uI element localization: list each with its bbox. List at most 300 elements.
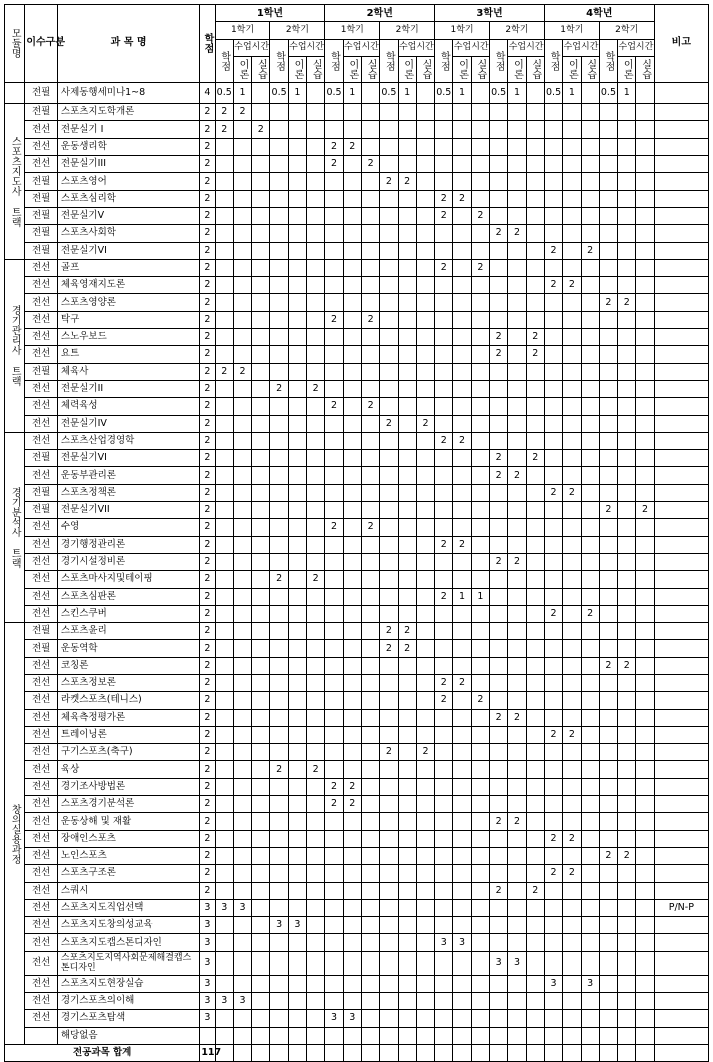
hours-cell (398, 951, 416, 975)
hours-cell (215, 259, 233, 276)
hours-cell (618, 993, 636, 1010)
hours-cell (233, 796, 251, 813)
credit-cell: 2 (200, 692, 215, 709)
hours-cell (398, 121, 416, 138)
hours-cell (252, 1027, 270, 1044)
hours-cell (288, 294, 306, 311)
remarks-cell (654, 82, 708, 103)
hours-cell (581, 363, 599, 380)
hours-cell (307, 951, 325, 975)
credit-cell: 4 (200, 82, 215, 103)
hours-cell (471, 674, 489, 691)
hours-cell (490, 796, 508, 813)
hours-cell (563, 674, 581, 691)
hours-cell (636, 882, 654, 899)
hours-cell (361, 993, 379, 1010)
hours-cell (471, 623, 489, 640)
hours-cell: 2 (490, 709, 508, 726)
hours-cell (325, 934, 343, 951)
hours-cell (215, 450, 233, 467)
hours-cell (215, 346, 233, 363)
credit-cell: 3 (200, 917, 215, 934)
hours-cell (581, 865, 599, 882)
hours-cell (343, 156, 361, 173)
hours-cell (233, 934, 251, 951)
hours-cell (325, 207, 343, 224)
hours-cell (288, 311, 306, 328)
hours-cell (599, 536, 617, 553)
hours-cell (618, 519, 636, 536)
hours-cell (618, 934, 636, 951)
hours-cell (563, 692, 581, 709)
credit-cell: 2 (200, 709, 215, 726)
hours-cell (435, 398, 453, 415)
hours-cell: 2 (361, 311, 379, 328)
hours-cell (233, 726, 251, 743)
hours-cell: 2 (490, 882, 508, 899)
hours-cell (325, 553, 343, 570)
hours-cell (581, 588, 599, 605)
hours-cell (380, 311, 398, 328)
hours-cell (544, 502, 562, 519)
hours-cell (508, 380, 526, 397)
hours-cell (343, 380, 361, 397)
hours-cell (544, 951, 562, 975)
table-row (5, 1010, 709, 1027)
hours-cell (618, 1010, 636, 1027)
hours-cell (544, 450, 562, 467)
table-row (5, 502, 709, 519)
hours-cell (252, 796, 270, 813)
hours-cell (544, 1010, 562, 1027)
remarks-cell (654, 571, 708, 588)
hours-cell (215, 1027, 233, 1044)
remarks-cell (654, 156, 708, 173)
hours-cell: 2 (544, 484, 562, 501)
hours-cell (453, 813, 471, 830)
hours-cell (490, 744, 508, 761)
hours-cell (307, 173, 325, 190)
remarks-cell (654, 190, 708, 207)
header-sub-credit: 학점 (435, 39, 453, 82)
hours-cell (599, 311, 617, 328)
hours-cell (343, 657, 361, 674)
hours-cell (380, 847, 398, 864)
hours-cell (233, 571, 251, 588)
hours-cell (471, 761, 489, 778)
category-cell: 전필 (25, 363, 58, 380)
hours-cell: 2 (490, 450, 508, 467)
hours-cell (563, 934, 581, 951)
hours-cell (544, 778, 562, 795)
remarks-cell (654, 104, 708, 121)
hours-cell (508, 207, 526, 224)
hours-cell (307, 899, 325, 916)
group-label: 경기관리사 트랙 (5, 259, 25, 432)
hours-cell (343, 207, 361, 224)
hours-cell (361, 277, 379, 294)
hours-cell (215, 744, 233, 761)
hours-cell (599, 156, 617, 173)
hours-cell (270, 744, 288, 761)
credit-cell: 2 (200, 277, 215, 294)
hours-cell (508, 640, 526, 657)
header-hours: 수업시간 (618, 39, 655, 56)
header-hours: 수업시간 (233, 39, 270, 56)
hours-cell (563, 813, 581, 830)
total-empty (435, 1044, 453, 1061)
hours-cell (563, 778, 581, 795)
hours-cell: 0.5 (490, 82, 508, 103)
hours-cell (270, 277, 288, 294)
hours-cell (380, 761, 398, 778)
hours-cell (636, 329, 654, 346)
hours-cell (508, 502, 526, 519)
hours-cell (581, 623, 599, 640)
subject-cell: 스포츠심판론 (57, 588, 199, 605)
subject-cell: 경기스포츠탐색 (57, 1010, 199, 1027)
category-cell: 전선 (25, 138, 58, 155)
hours-cell (361, 778, 379, 795)
remarks-cell (654, 519, 708, 536)
hours-cell (435, 709, 453, 726)
hours-cell (526, 674, 544, 691)
remarks-cell (654, 450, 708, 467)
hours-cell (563, 951, 581, 975)
hours-cell (581, 726, 599, 743)
hours-cell (435, 830, 453, 847)
hours-cell (343, 571, 361, 588)
hours-cell (252, 899, 270, 916)
hours-cell (618, 363, 636, 380)
hours-cell (471, 294, 489, 311)
hours-cell (380, 865, 398, 882)
hours-cell (508, 571, 526, 588)
header-year: 1학년 (215, 5, 325, 22)
hours-cell (252, 640, 270, 657)
table-row (5, 605, 709, 622)
hours-cell (307, 813, 325, 830)
hours-cell: 1 (471, 588, 489, 605)
hours-cell (636, 975, 654, 992)
hours-cell (215, 432, 233, 449)
hours-cell (581, 640, 599, 657)
hours-cell (563, 415, 581, 432)
hours-cell (563, 450, 581, 467)
table-body (5, 82, 709, 1061)
hours-cell (325, 975, 343, 992)
credit-cell: 3 (200, 951, 215, 975)
remarks-cell (654, 778, 708, 795)
hours-cell (453, 450, 471, 467)
subject-cell: 스포츠사회학 (57, 225, 199, 242)
hours-cell (288, 588, 306, 605)
hours-cell (636, 450, 654, 467)
hours-cell: 2 (435, 692, 453, 709)
hours-cell (618, 571, 636, 588)
hours-cell (508, 657, 526, 674)
subject-cell: 트레이닝론 (57, 726, 199, 743)
hours-cell (636, 225, 654, 242)
hours-cell (233, 865, 251, 882)
hours-cell (490, 674, 508, 691)
header-sub-practice: 실습 (581, 56, 599, 82)
hours-cell (416, 380, 434, 397)
hours-cell (398, 830, 416, 847)
credit-cell: 2 (200, 882, 215, 899)
hours-cell (416, 847, 434, 864)
hours-cell: 2 (380, 744, 398, 761)
hours-cell: 2 (325, 796, 343, 813)
hours-cell (325, 993, 343, 1010)
hours-cell (544, 519, 562, 536)
hours-cell (618, 830, 636, 847)
subject-cell: 전문실기 I (57, 121, 199, 138)
hours-cell (215, 761, 233, 778)
hours-cell (398, 726, 416, 743)
category-cell: 전선 (25, 975, 58, 992)
hours-cell: 2 (435, 190, 453, 207)
table-row (5, 311, 709, 328)
hours-cell (599, 830, 617, 847)
hours-cell (343, 674, 361, 691)
hours-cell (380, 951, 398, 975)
hours-cell (361, 138, 379, 155)
hours-cell: 2 (416, 415, 434, 432)
hours-cell (361, 225, 379, 242)
table-row (5, 674, 709, 691)
hours-cell (416, 519, 434, 536)
hours-cell (233, 674, 251, 691)
hours-cell (325, 640, 343, 657)
hours-cell (380, 190, 398, 207)
hours-cell (307, 934, 325, 951)
hours-cell (453, 121, 471, 138)
credit-cell: 2 (200, 104, 215, 121)
hours-cell (636, 432, 654, 449)
hours-cell (288, 1010, 306, 1027)
hours-cell (618, 277, 636, 294)
hours-cell (508, 934, 526, 951)
hours-cell (490, 761, 508, 778)
hours-cell: 2 (526, 882, 544, 899)
hours-cell (636, 709, 654, 726)
hours-cell (343, 484, 361, 501)
hours-cell (270, 363, 288, 380)
hours-cell (380, 975, 398, 992)
hours-cell (526, 519, 544, 536)
hours-cell (343, 346, 361, 363)
hours-cell (252, 623, 270, 640)
hours-cell (361, 415, 379, 432)
hours-cell (599, 363, 617, 380)
hours-cell (526, 1010, 544, 1027)
hours-cell (270, 502, 288, 519)
hours-cell (471, 121, 489, 138)
hours-cell (398, 1010, 416, 1027)
hours-cell (288, 242, 306, 259)
hours-cell (233, 709, 251, 726)
credit-cell: 2 (200, 519, 215, 536)
hours-cell (618, 975, 636, 992)
hours-cell: 2 (416, 744, 434, 761)
hours-cell (252, 657, 270, 674)
hours-cell (581, 951, 599, 975)
hours-cell (490, 363, 508, 380)
group-label: 경기분석사 트랙 (5, 432, 25, 622)
hours-cell (581, 1010, 599, 1027)
table-row (5, 519, 709, 536)
hours-cell (288, 467, 306, 484)
hours-cell (325, 294, 343, 311)
hours-cell (233, 519, 251, 536)
hours-cell (325, 917, 343, 934)
hours-cell (508, 363, 526, 380)
hours-cell (215, 553, 233, 570)
hours-cell (288, 934, 306, 951)
hours-cell: 1 (398, 82, 416, 103)
hours-cell (599, 121, 617, 138)
hours-cell: 2 (361, 156, 379, 173)
hours-cell (581, 761, 599, 778)
hours-cell (270, 173, 288, 190)
hours-cell (416, 156, 434, 173)
hours-cell (435, 329, 453, 346)
remarks-cell (654, 882, 708, 899)
hours-cell (618, 778, 636, 795)
hours-cell: 2 (380, 415, 398, 432)
hours-cell (636, 796, 654, 813)
hours-cell (416, 311, 434, 328)
hours-cell (361, 588, 379, 605)
hours-cell (581, 692, 599, 709)
subject-cell: 체육측정평가론 (57, 709, 199, 726)
header-hours: 수업시간 (343, 39, 380, 56)
header-semester: 2학기 (380, 22, 435, 39)
hours-cell (636, 190, 654, 207)
hours-cell (325, 709, 343, 726)
hours-cell (398, 380, 416, 397)
hours-cell (581, 830, 599, 847)
hours-cell (581, 225, 599, 242)
hours-cell (581, 294, 599, 311)
header-remarks: 비고 (654, 5, 708, 83)
category-cell: 전선 (25, 277, 58, 294)
hours-cell (636, 277, 654, 294)
hours-cell (215, 415, 233, 432)
hours-cell: 2 (471, 207, 489, 224)
hours-cell (325, 104, 343, 121)
hours-cell: 2 (380, 623, 398, 640)
total-empty (508, 1044, 526, 1061)
hours-cell (435, 657, 453, 674)
hours-cell (508, 277, 526, 294)
hours-cell: 2 (490, 225, 508, 242)
hours-cell (435, 156, 453, 173)
hours-cell (270, 623, 288, 640)
hours-cell: 2 (508, 553, 526, 570)
hours-cell: 2 (398, 623, 416, 640)
hours-cell: 2 (398, 640, 416, 657)
hours-cell (618, 899, 636, 916)
hours-cell (599, 813, 617, 830)
table-row (5, 709, 709, 726)
category-cell: 전선 (25, 329, 58, 346)
subject-cell: 사제동행세미나1~8 (57, 82, 199, 103)
hours-cell (636, 519, 654, 536)
header-sub-theory: 이론 (343, 56, 361, 82)
hours-cell (544, 553, 562, 570)
hours-cell (453, 640, 471, 657)
hours-cell (563, 1027, 581, 1044)
hours-cell (581, 657, 599, 674)
hours-cell: 2 (599, 657, 617, 674)
hours-cell: 2 (526, 329, 544, 346)
hours-cell: 2 (380, 173, 398, 190)
hours-cell (581, 778, 599, 795)
credit-cell: 3 (200, 934, 215, 951)
hours-cell (490, 398, 508, 415)
remarks-cell (654, 398, 708, 415)
hours-cell (581, 138, 599, 155)
hours-cell (361, 934, 379, 951)
hours-cell (361, 294, 379, 311)
remarks-cell (654, 1010, 708, 1027)
hours-cell (307, 882, 325, 899)
hours-cell (563, 380, 581, 397)
hours-cell (490, 571, 508, 588)
hours-cell (361, 190, 379, 207)
hours-cell (252, 553, 270, 570)
hours-cell: 2 (490, 329, 508, 346)
hours-cell (307, 553, 325, 570)
table-row (5, 121, 709, 138)
hours-cell (599, 259, 617, 276)
category-cell: 전선 (25, 674, 58, 691)
hours-cell (398, 692, 416, 709)
hours-cell (215, 796, 233, 813)
hours-cell (252, 536, 270, 553)
total-empty (490, 1044, 508, 1061)
hours-cell (636, 951, 654, 975)
hours-cell (636, 121, 654, 138)
category-cell: 전선 (25, 311, 58, 328)
remarks-cell (654, 692, 708, 709)
category-cell: 전선 (25, 847, 58, 864)
hours-cell (233, 847, 251, 864)
hours-cell (544, 934, 562, 951)
hours-cell (490, 993, 508, 1010)
hours-cell (544, 380, 562, 397)
hours-cell (526, 242, 544, 259)
hours-cell (270, 536, 288, 553)
table-row (5, 138, 709, 155)
hours-cell: 2 (343, 138, 361, 155)
hours-cell (233, 657, 251, 674)
hours-cell (398, 934, 416, 951)
hours-cell: 2 (599, 502, 617, 519)
hours-cell (361, 173, 379, 190)
total-empty (361, 1044, 379, 1061)
hours-cell (343, 415, 361, 432)
hours-cell (288, 1027, 306, 1044)
hours-cell (252, 1010, 270, 1027)
subject-cell: 노인스포츠 (57, 847, 199, 864)
hours-cell: 2 (343, 796, 361, 813)
hours-cell (453, 975, 471, 992)
hours-cell (380, 519, 398, 536)
hours-cell (471, 813, 489, 830)
